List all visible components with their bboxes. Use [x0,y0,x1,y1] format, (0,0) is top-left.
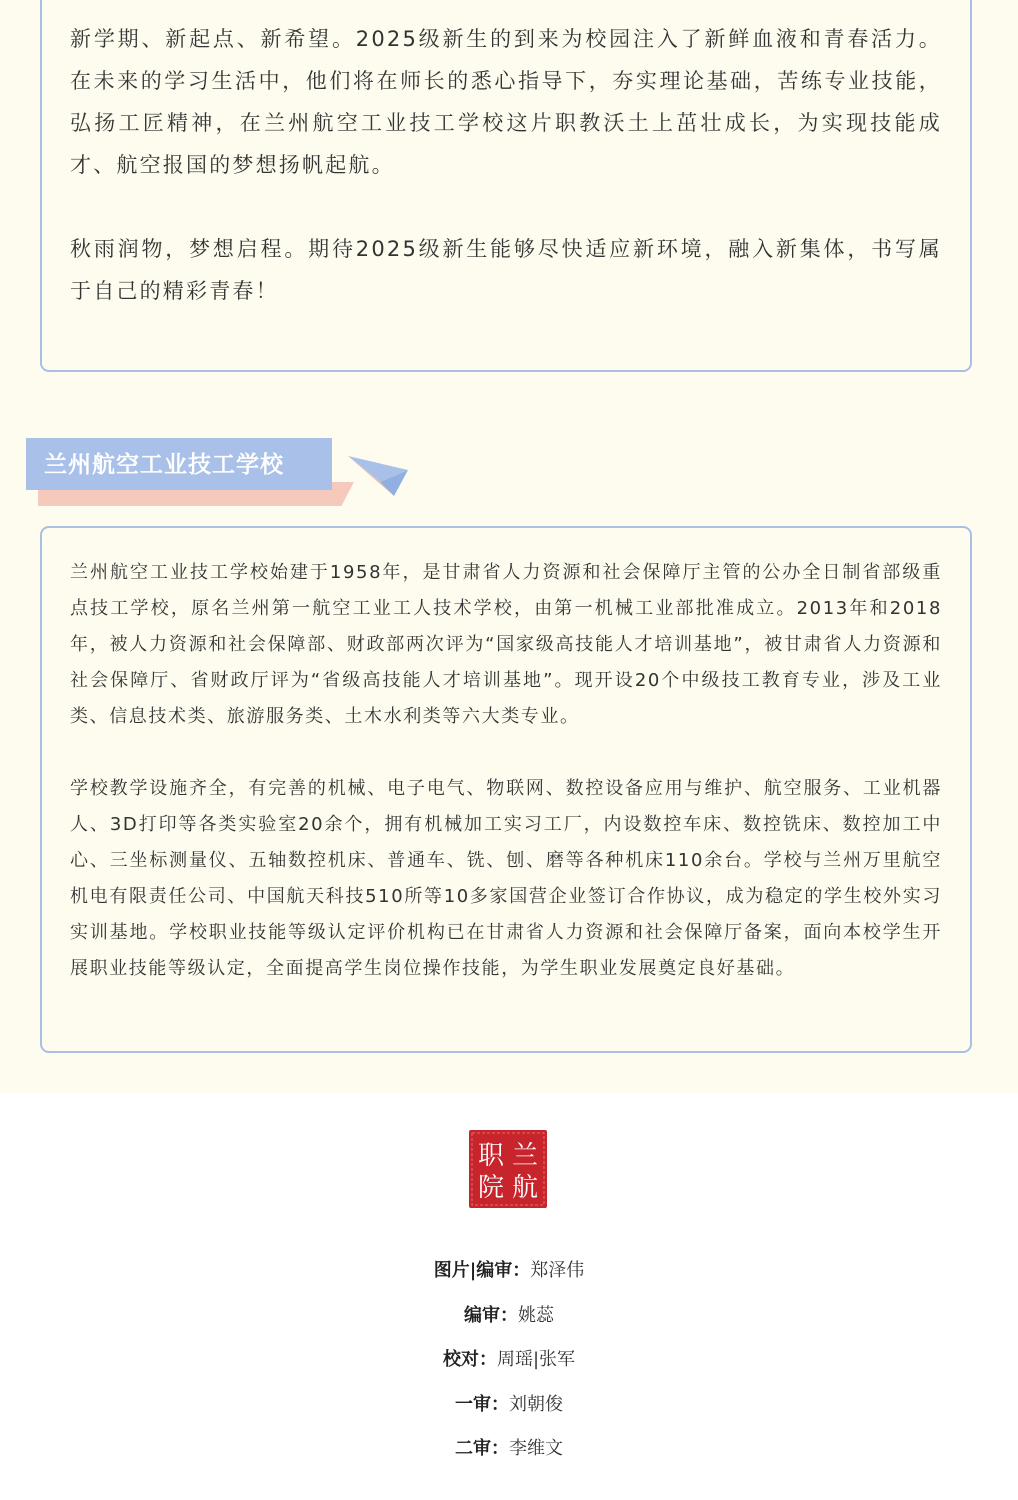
section-banner [26,438,416,510]
about-paragraph-2: 学校教学设施齐全，有完善的机械、电子电气、物联网、数控设备应用与维护、航空服务、工业机器人、3D打印等各类实验室20余个，拥有机械加工实习工厂，内设数控车床、数控铣床、数控加工中心、三坐标测量仪、五轴数控机床、普通车、铣、刨、磨等各种机床110余台。学校与兰州万里航空机电有限责任公司、中国航天科技510所等10多家国营企业签订合作协议，成为稳定的学生校外实习实训基地。学校职业技能等级认定评价机构已在甘肃省人力资源和社会保障厅备案，面向本校学生开展职业技能等级认定，全面提高学生岗位操作技能，为学生职业发展奠定良好基础。 [70,778,942,979]
credit-line [0,1249,1018,1294]
credit-value: 郑泽伟 [530,1260,585,1281]
credit-value: 李维文 [509,1438,563,1460]
svg-text:职: 职 [477,1141,505,1171]
credit-value: 刘朝俊 [509,1393,563,1415]
credit-key: 图片|编审： [433,1260,531,1281]
intro-paragraph-1: 新学期、新起点、新希望。2025级新生的到来为校园注入了新鲜血液和青春活力。在未来的学习生活中，他们将在师长的悉心指导下，夯实理论基础，苦练专业技能，弘扬工匠精神，在兰州航空工业技工学校这片职教沃土上茁壮成长，为实现技能成才、航空报国的梦想扬帆起航。 [70,27,942,177]
credit-key: 编审： [464,1304,518,1326]
section-title: 兰州航空工业技工学校 [26,438,332,490]
intro-paragraph-2: 秋雨润物，梦想启程。期待2025级新生能够尽快适应新环境，融入新集体，书写属于自己的精彩青春！ [70,237,942,303]
about-paragraph-1: 兰州航空工业技工学校始建于1958年，是甘肃省人力资源和社会保障厅主管的公办全日制省部级重点技工学校，原名兰州第一航空工业工人技术学校，由第一机械工业部批准成立。2013年和2018年，被人力资源和社会保障部、财政部两次评为“国家级高技能人才培训基地”，被甘肃省人力资源和社会保障厅、省财政厅评为“省级高技能人才培训基地”。现开设20个中级技工教育专业，涉及工业类、信息技术类、旅游服务类、土木水利类等六大类专业。 [70,562,942,727]
svg-text:院: 院 [477,1173,505,1203]
paper-plane-icon [346,452,410,498]
credit-line [0,1383,1018,1428]
credit-line [0,1338,1018,1383]
credit-line [0,1294,1018,1339]
credit-line [0,1427,1018,1472]
credit-key: 一审： [455,1393,509,1415]
svg-text:兰: 兰 [511,1141,539,1171]
credit-value: 姚蕊 [518,1304,554,1326]
credits [0,1249,1018,1472]
credit-key: 二审： [455,1438,509,1460]
credit-key: 校对： [442,1349,497,1371]
credit-value: 周瑶|张军 [496,1349,576,1371]
seal-stamp-logo [467,1128,549,1210]
svg-text:航: 航 [511,1173,539,1203]
